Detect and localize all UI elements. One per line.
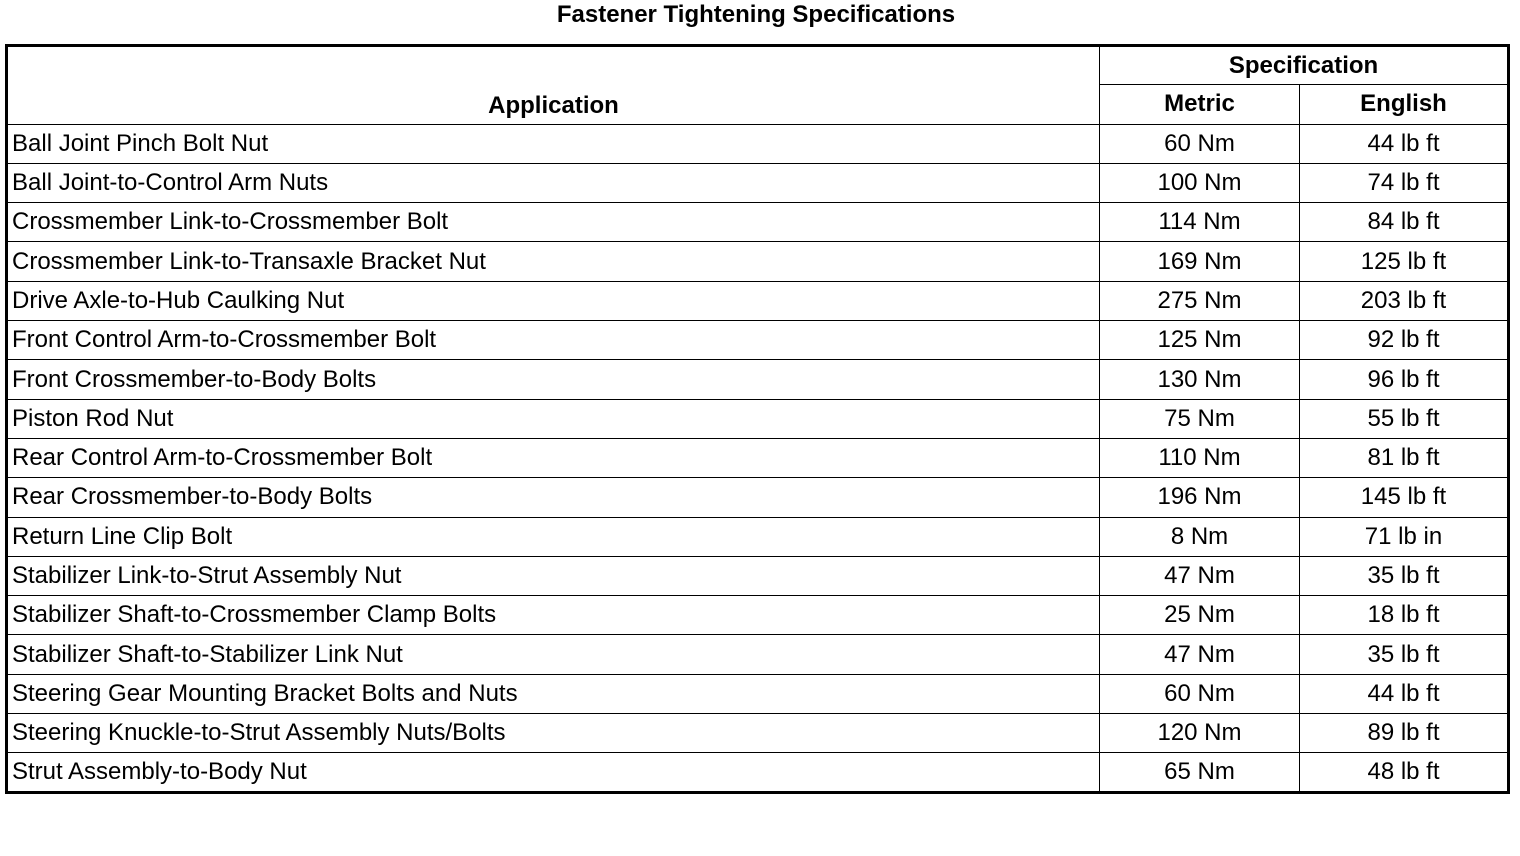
table-row — [7, 438, 1509, 477]
table-row — [7, 360, 1509, 399]
table-row — [7, 399, 1509, 438]
application-cell: Rear Crossmember-to-Body Bolts — [7, 478, 1100, 517]
application-cell: Ball Joint Pinch Bolt Nut — [7, 124, 1100, 163]
english-cell: 44 lb ft — [1300, 124, 1509, 163]
metric-cell: 125 Nm — [1100, 321, 1300, 360]
spec-table — [5, 44, 1510, 794]
english-cell: 84 lb ft — [1300, 203, 1509, 242]
english-cell: 35 lb ft — [1300, 635, 1509, 674]
application-cell: Rear Control Arm-to-Crossmember Bolt — [7, 438, 1100, 477]
table-row — [7, 124, 1509, 163]
table-row — [7, 596, 1509, 635]
application-cell: Steering Gear Mounting Bracket Bolts and Nuts — [7, 674, 1100, 713]
application-cell: Front Crossmember-to-Body Bolts — [7, 360, 1100, 399]
application-cell: Crossmember Link-to-Crossmember Bolt — [7, 203, 1100, 242]
metric-cell: 275 Nm — [1100, 281, 1300, 320]
metric-cell: 110 Nm — [1100, 438, 1300, 477]
table-row — [7, 556, 1509, 595]
table-row — [7, 321, 1509, 360]
english-cell: 92 lb ft — [1300, 321, 1509, 360]
table-row — [7, 753, 1509, 792]
english-cell: 203 lb ft — [1300, 281, 1509, 320]
application-cell: Steering Knuckle-to-Strut Assembly Nuts/Bolts — [7, 714, 1100, 753]
english-cell: 125 lb ft — [1300, 242, 1509, 281]
metric-cell: 169 Nm — [1100, 242, 1300, 281]
english-cell: 96 lb ft — [1300, 360, 1509, 399]
table-row — [7, 281, 1509, 320]
metric-cell: 196 Nm — [1100, 478, 1300, 517]
table-row — [7, 242, 1509, 281]
page-title: Fastener Tightening Specifications — [556, 1, 956, 28]
metric-cell: 100 Nm — [1100, 163, 1300, 202]
metric-cell: 25 Nm — [1100, 596, 1300, 635]
application-cell: Stabilizer Shaft-to-Crossmember Clamp Bolts — [7, 596, 1100, 635]
metric-cell: 47 Nm — [1100, 556, 1300, 595]
table-row — [7, 517, 1509, 556]
application-header: Application — [7, 46, 1100, 125]
table-row — [7, 714, 1509, 753]
header-row-top — [7, 46, 1509, 85]
table-row — [7, 635, 1509, 674]
english-cell: 89 lb ft — [1300, 714, 1509, 753]
application-cell: Drive Axle-to-Hub Caulking Nut — [7, 281, 1100, 320]
english-cell: 18 lb ft — [1300, 596, 1509, 635]
application-cell: Strut Assembly-to-Body Nut — [7, 753, 1100, 792]
english-header: English — [1300, 85, 1509, 124]
english-cell: 71 lb in — [1300, 517, 1509, 556]
application-cell: Stabilizer Shaft-to-Stabilizer Link Nut — [7, 635, 1100, 674]
metric-header: Metric — [1100, 85, 1300, 124]
metric-cell: 120 Nm — [1100, 714, 1300, 753]
application-cell: Return Line Clip Bolt — [7, 517, 1100, 556]
table-row — [7, 163, 1509, 202]
application-cell: Piston Rod Nut — [7, 399, 1100, 438]
metric-cell: 8 Nm — [1100, 517, 1300, 556]
metric-cell: 60 Nm — [1100, 674, 1300, 713]
english-cell: 35 lb ft — [1300, 556, 1509, 595]
english-cell: 145 lb ft — [1300, 478, 1509, 517]
application-cell: Ball Joint-to-Control Arm Nuts — [7, 163, 1100, 202]
metric-cell: 60 Nm — [1100, 124, 1300, 163]
english-cell: 48 lb ft — [1300, 753, 1509, 792]
application-cell: Front Control Arm-to-Crossmember Bolt — [7, 321, 1100, 360]
application-cell: Stabilizer Link-to-Strut Assembly Nut — [7, 556, 1100, 595]
spec-table-body — [7, 124, 1509, 792]
metric-cell: 114 Nm — [1100, 203, 1300, 242]
table-row — [7, 674, 1509, 713]
table-row — [7, 478, 1509, 517]
english-cell: 81 lb ft — [1300, 438, 1509, 477]
english-cell: 74 lb ft — [1300, 163, 1509, 202]
table-row — [7, 203, 1509, 242]
english-cell: 44 lb ft — [1300, 674, 1509, 713]
metric-cell: 47 Nm — [1100, 635, 1300, 674]
metric-cell: 65 Nm — [1100, 753, 1300, 792]
application-cell: Crossmember Link-to-Transaxle Bracket Nut — [7, 242, 1100, 281]
metric-cell: 130 Nm — [1100, 360, 1300, 399]
english-cell: 55 lb ft — [1300, 399, 1509, 438]
metric-cell: 75 Nm — [1100, 399, 1300, 438]
specification-header: Specification — [1100, 46, 1509, 85]
